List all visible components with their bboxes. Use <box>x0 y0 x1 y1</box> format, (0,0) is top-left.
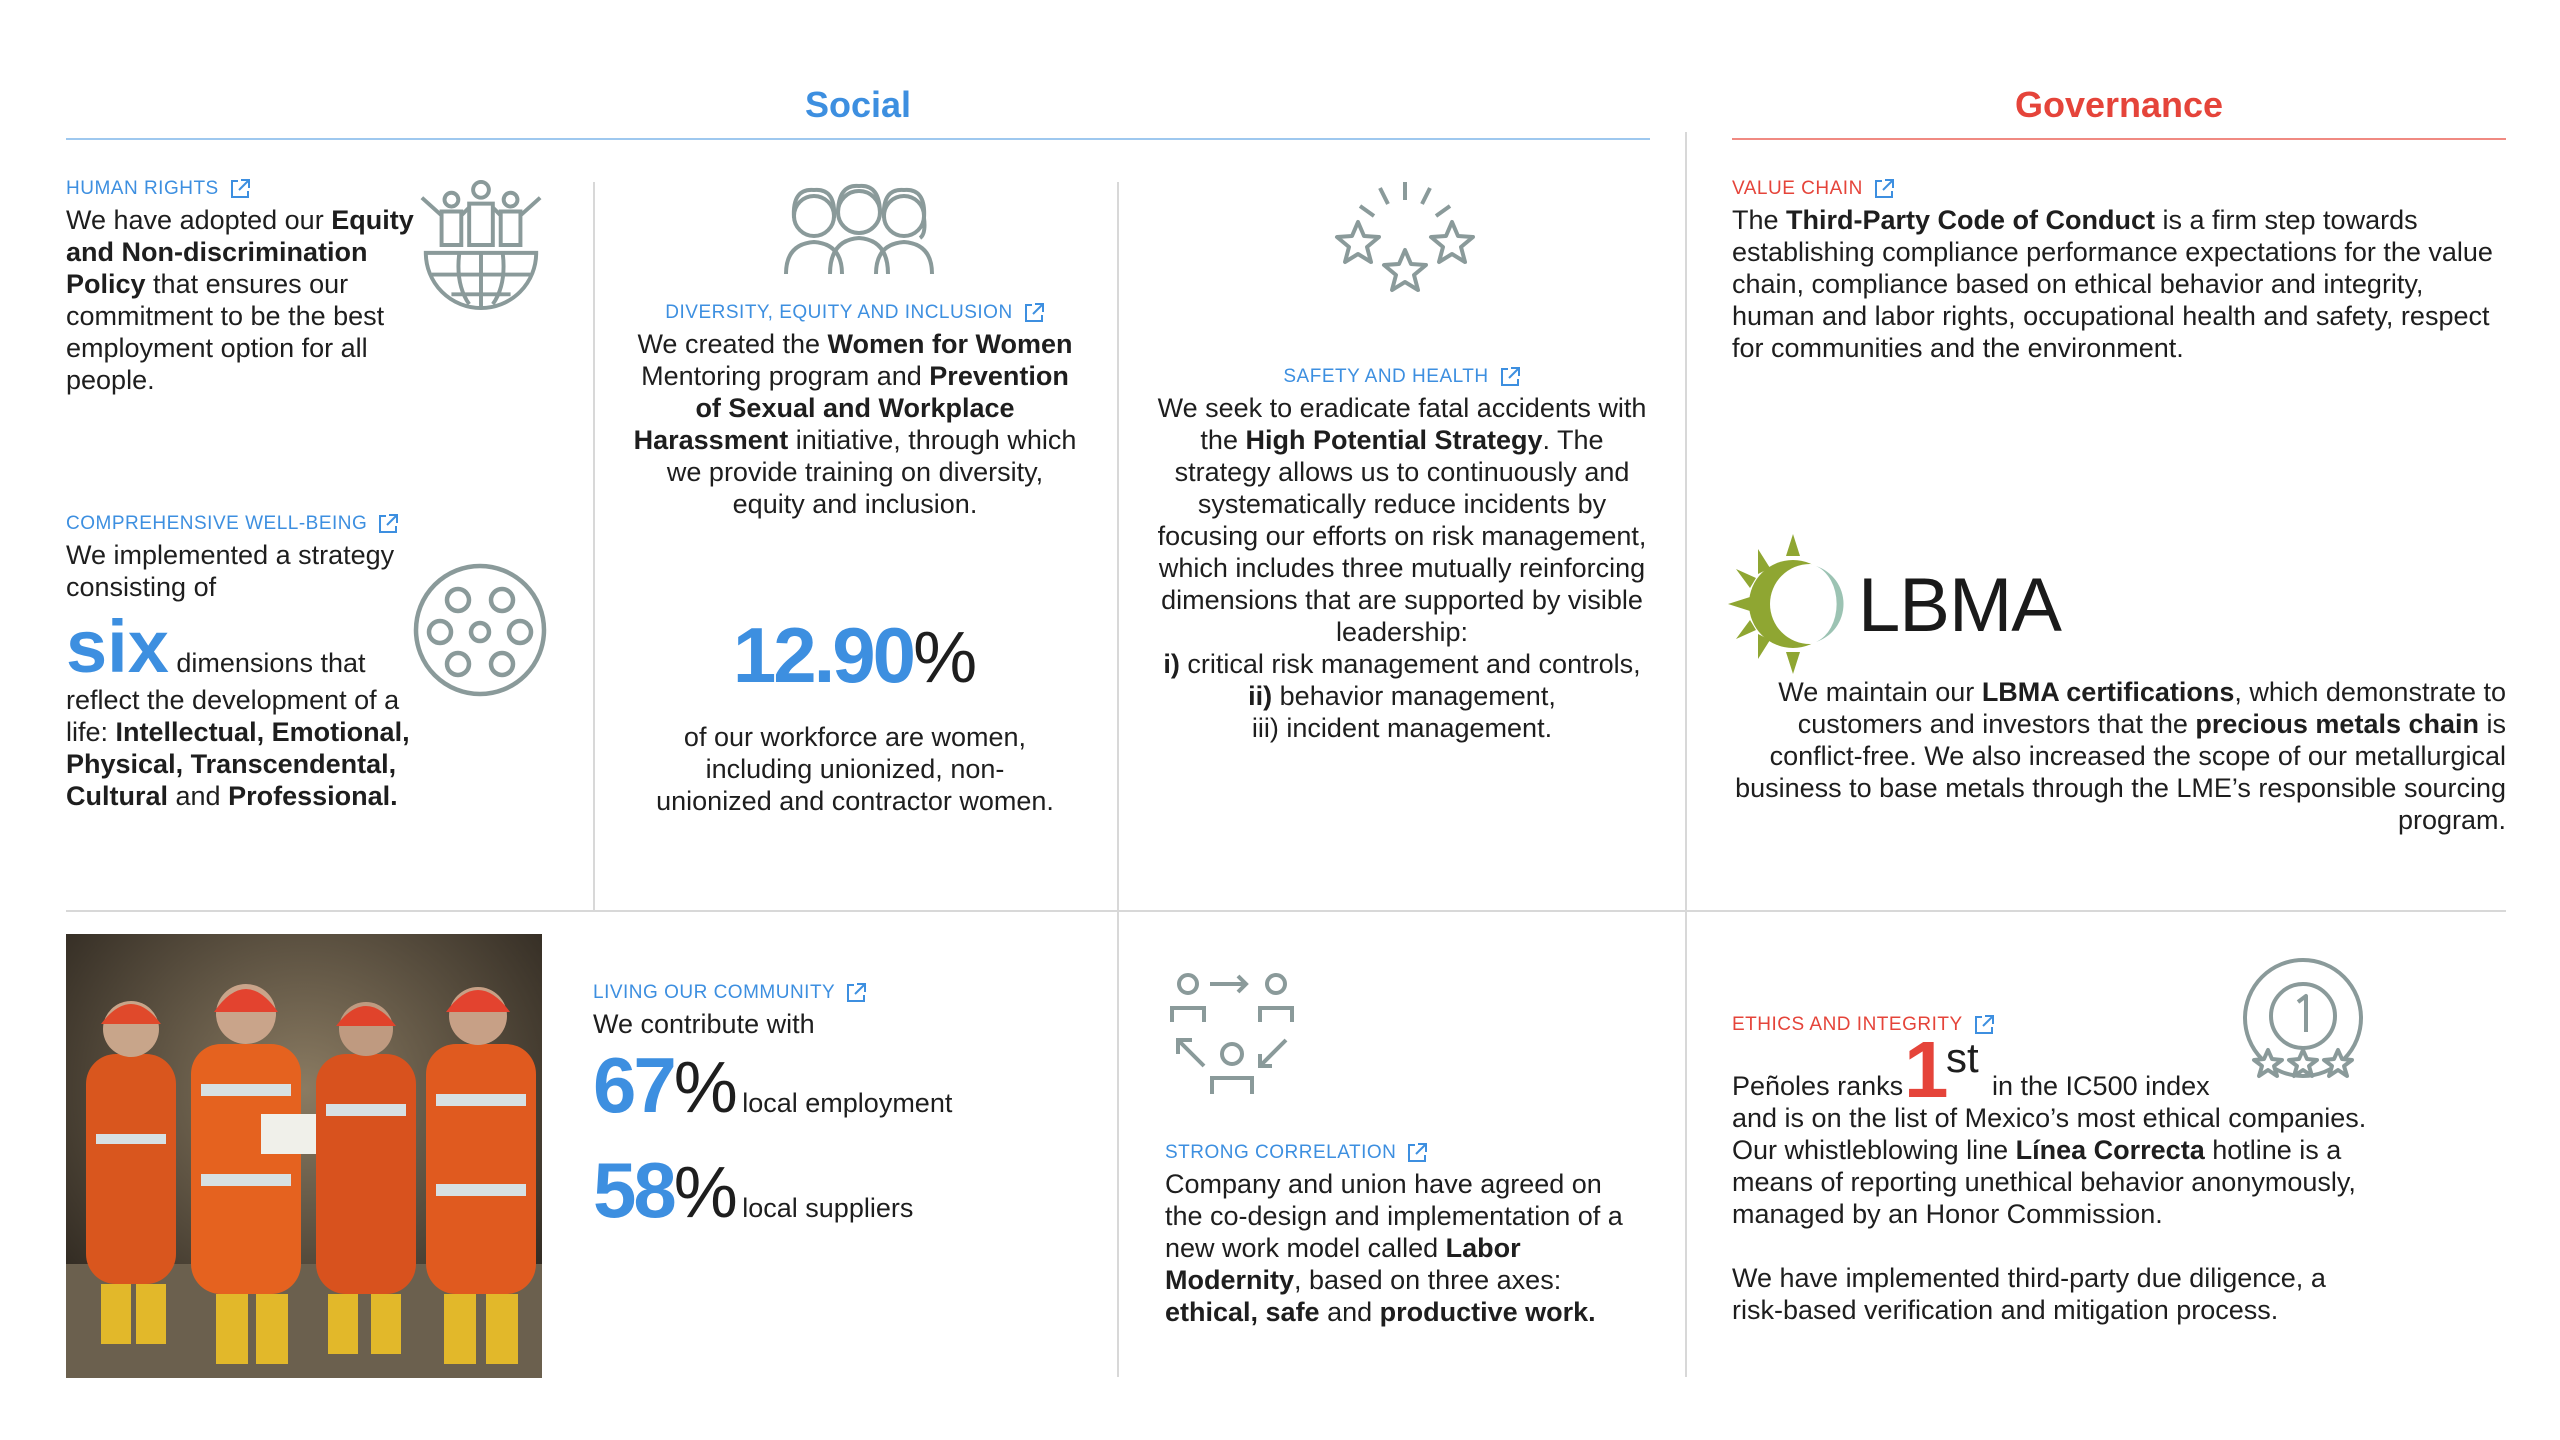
external-link-icon <box>1023 302 1045 324</box>
safety-label: SAFETY AND HEALTH <box>1283 366 1489 387</box>
wellbeing-intro: We implemented a strategy consisting of <box>66 540 395 602</box>
lbma-sun-mark <box>1728 534 1858 674</box>
ethics-link[interactable] <box>1732 1014 1995 1036</box>
people-exchange-icon <box>1168 970 1298 1100</box>
external-link-icon <box>1406 1142 1428 1164</box>
wellbeing-block <box>66 513 426 603</box>
human-rights-link[interactable] <box>66 178 251 200</box>
external-link-icon <box>845 982 867 1004</box>
correlation-label: STRONG CORRELATION <box>1165 1142 1397 1163</box>
wellbeing-text: six dimensions that reflect the development of a life: Intellectual, Emotional, Physical, Transcendental, Cultural and Professional. <box>66 605 410 811</box>
external-link-icon <box>1873 178 1895 200</box>
community-link[interactable] <box>593 982 867 1004</box>
ethics-label: ETHICS AND INTEGRITY <box>1732 1014 1963 1035</box>
community-intro: We contribute with <box>593 1009 815 1039</box>
human-rights-block <box>66 178 426 396</box>
value-chain-text: The Third-Party Code of Conduct is a firm step towards establishing compliance performance expectations for the value chain, compliance based on ethical behavior and integrity, human and labor rights, occupational health and safety, respect for communities and the environment. <box>1732 205 2493 363</box>
external-link-icon <box>229 178 251 200</box>
value-chain-block <box>1732 178 2502 364</box>
social-section-title: Social <box>804 84 912 125</box>
miners-photo <box>66 934 542 1378</box>
three-women-icon <box>784 178 934 278</box>
divider-col1 <box>593 182 595 910</box>
wellbeing-label: COMPREHENSIVE WELL-BEING <box>66 513 368 534</box>
external-link-icon <box>1973 1014 1995 1036</box>
safety-item-i: i) critical risk management and controls, <box>1163 649 1641 679</box>
wellbeing-link[interactable] <box>66 513 399 535</box>
ranking-line: Peñoles ranks 1 st in the IC500 index <box>1732 1025 2210 1114</box>
local-employment-stat: 67% local employment <box>593 1041 953 1129</box>
safety-block <box>1150 366 1654 744</box>
due-diligence-text: We have implemented third-party due diligence, a risk-based verification and mitigation process. <box>1732 1263 2326 1325</box>
rank-number: 1 <box>1904 1025 1949 1114</box>
external-link-icon <box>377 513 399 535</box>
women-stat-text: of our workforce are women, including unionized, non-unionized and contractor women. <box>656 722 1054 816</box>
safety-item-ii: ii) behavior management, <box>1248 681 1556 711</box>
divider-col3 <box>1685 132 1687 1377</box>
correlation-block <box>1165 1142 1645 1328</box>
six-highlight: six <box>66 605 169 688</box>
women-stat-number: 12.90 <box>732 611 914 699</box>
divider-horizontal <box>66 910 2506 912</box>
social-title-rule <box>66 138 1650 140</box>
value-chain-link[interactable] <box>1732 178 1895 200</box>
dei-link[interactable] <box>665 302 1044 324</box>
local-suppliers-stat: 58% local suppliers <box>593 1146 914 1234</box>
value-chain-label: VALUE CHAIN <box>1732 178 1863 199</box>
correlation-link[interactable] <box>1165 1142 1428 1164</box>
dei-label: DIVERSITY, EQUITY AND INCLUSION <box>665 302 1013 323</box>
external-link-icon <box>1499 366 1521 388</box>
governance-section-title: Governance <box>2014 84 2224 125</box>
rank-suffix: st <box>1946 1034 1979 1081</box>
dei-block <box>630 302 1080 520</box>
safety-link[interactable] <box>1283 366 1520 388</box>
women-stat-percent: % <box>913 618 978 698</box>
correlation-text: Company and union have agreed on the co-design and implementation of a new work model called Labor Modernity, based on three axes: ethical, safe and productive work. <box>1165 1169 1623 1327</box>
community-label: LIVING OUR COMMUNITY <box>593 982 836 1003</box>
lbma-logo <box>1728 534 2061 674</box>
women-stat <box>630 612 1080 817</box>
ethics-text: and is on the list of Mexico’s most ethical companies. Our whistleblowing line Línea Correcta hotline is a means of reporting unethical behavior anonymously, managed by an Honor Commission. <box>1732 1103 2367 1229</box>
medal-stars-icon <box>2238 958 2368 1088</box>
dei-text: We created the Women for Women Mentoring program and Prevention of Sexual and Workplace Harassment initiative, through which we provide training on diversity, equity and inclusion. <box>633 329 1077 519</box>
governance-title-rule <box>1732 138 2506 140</box>
safety-item-iii: iii) incident management. <box>1251 713 1553 743</box>
safety-text: We seek to eradicate fatal accidents with the High Potential Strategy. The strategy allows us to continuously and systematically reduce incidents by focusing our efforts on risk management, which includes three mutually reinforcing dimensions that are supported by visible leadership: <box>1157 393 1647 647</box>
six-circles-icon <box>410 560 550 700</box>
community-block <box>593 982 1093 1254</box>
human-rights-text: We have adopted our Equity and Non-discrimination Policy that ensures our commitment to be the best employment option for all people. <box>66 205 414 395</box>
lbma-logo-text: LBMA <box>1858 563 2061 648</box>
lbma-text: We maintain our LBMA certifications, which demonstrate to customers and investors that the precious metals chain is conflict-free. We also increased the scope of our metallurgical business to base metals through the LME’s responsible sourcing program. <box>1735 677 2506 835</box>
people-globe-icon <box>412 176 550 314</box>
human-rights-label: HUMAN RIGHTS <box>66 178 219 199</box>
divider-col2 <box>1117 182 1119 1377</box>
stars-icon <box>1330 180 1480 320</box>
